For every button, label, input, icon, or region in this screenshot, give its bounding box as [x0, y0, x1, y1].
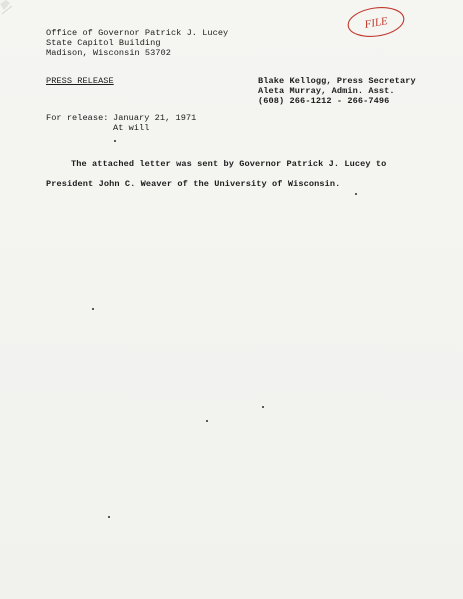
press-release-heading: PRESS RELEASE	[46, 76, 114, 86]
contact-line-1: Blake Kellogg, Press Secretary	[258, 76, 416, 86]
ink-speck	[355, 193, 357, 195]
letterhead-building: State Capitol Building	[46, 38, 161, 48]
release-timing: At will	[113, 123, 150, 133]
ink-speck	[206, 420, 208, 422]
ink-speck	[262, 406, 264, 408]
paper-crease-mark	[0, 0, 30, 30]
body-line-2: President John C. Weaver of the University of Wisconsin.	[46, 179, 341, 189]
ink-speck	[108, 516, 110, 518]
contact-line-3: (608) 266-1212 - 266-7496	[258, 96, 390, 106]
ink-speck	[92, 308, 94, 310]
file-stamp	[345, 5, 407, 39]
letterhead-address: Madison, Wisconsin 53702	[46, 48, 171, 58]
letterhead-office: Office of Governor Patrick J. Lucey	[46, 28, 229, 38]
release-label: For release:	[46, 113, 109, 123]
ink-speck	[114, 140, 116, 142]
file-stamp-text: FILE	[363, 15, 389, 31]
release-date: January 21, 1971	[113, 113, 197, 123]
body-line-1: The attached letter was sent by Governor Patrick J. Lucey to	[71, 159, 387, 169]
contact-line-2: Aleta Murray, Admin. Asst.	[258, 86, 395, 96]
